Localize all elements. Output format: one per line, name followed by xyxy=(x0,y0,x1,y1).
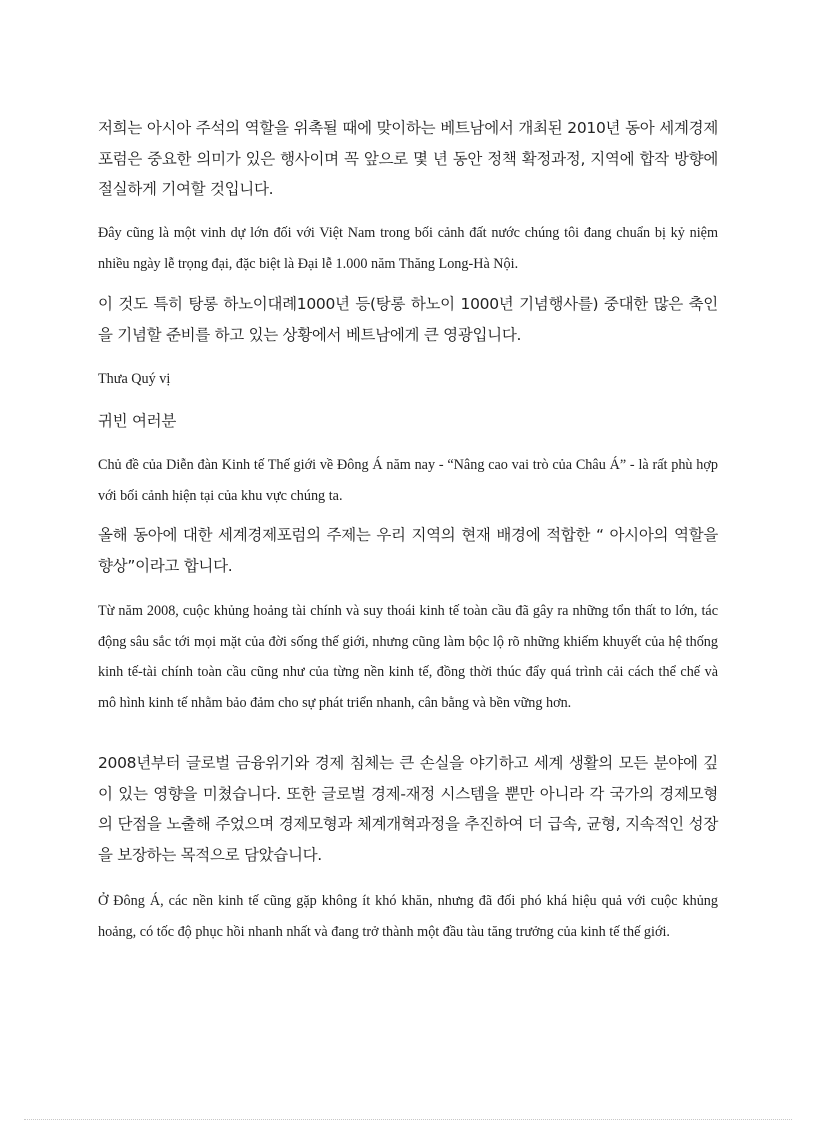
paragraph-korean-3: 올해 동아에 대한 세계경제포럼의 주제는 우리 지역의 현재 배경에 적합한 “ 아시아의 역할을 향상”이라고 합니다. xyxy=(98,526,718,575)
paragraph-korean-1: 저희는 아시아 주석의 역할을 위촉될 때에 맞이하는 베트남에서 개최된 2010년 동아 세계경제포럼은 중요한 의미가 있은 행사이며 꼭 앞으로 몇 년 동안 정책 확정과정, 지역에 합작 방향에 절실하게 기여할 것입니다. xyxy=(98,119,718,198)
page-bottom-divider xyxy=(24,1119,792,1120)
paragraph-vietnamese-3: Từ năm 2008, cuộc khủng hoảng tài chính và suy thoái kinh tế toàn cầu đã gây ra những tổn thất to lớn, tác động sâu sắc tới mọi mặt của đời sống thế giới, nhưng cũng làm bộc lộ rõ những khiếm khuyết của hệ thống kinh tế-tài chính toàn cầu cũng như của từng nền kinh tế, đồng thời thúc đẩy quá trình cải cách thể chế và mô hình kinh tế nhằm bảo đảm cho sự phát triển nhanh, cân bằng và bền vững hơn. xyxy=(98,603,718,711)
salutation-vietnamese: Thưa Quý vị xyxy=(98,371,171,387)
paragraph-korean-4: 2008년부터 글로벌 금융위기와 경제 침체는 큰 손실을 야기하고 세계 생활의 모든 분야에 깊이 있는 영향을 미쳤습니다. 또한 글로벌 경제-재정 시스템을 뿐만 아니라 각 국가의 경제모형의 단점을 노출해 주었으며 경제모형과 체계개혁과정을 추진하여 더 급속, 균형, 지속적인 성장을 보장하는 목적으로 담았습니다. xyxy=(98,754,718,864)
paragraph-vietnamese-1: Đây cũng là một vinh dự lớn đối với Việt Nam trong bối cảnh đất nước chúng tôi đang chuẩn bị kỷ niệm nhiều ngày lễ trọng đại, đặc biệt là Đại lễ 1.000 năm Thăng Long-Hà Nội. xyxy=(98,225,718,272)
salutation-korean: 귀빈 여러분 xyxy=(98,412,176,430)
paragraph-korean-2: 이 것도 특히 탕롱 하노이대례1000년 등(탕롱 하노이 1000년 기념행사를) 중대한 많은 축인을 기념할 준비를 하고 있는 상황에서 베트남에게 큰 영광입니다. xyxy=(98,295,718,344)
paragraph-vietnamese-4: Ở Đông Á, các nền kinh tế cũng gặp không ít khó khăn, nhưng đã đối phó khá hiệu quả với cuộc khủng hoảng, có tốc độ phục hồi nhanh nhất và đang trở thành một đầu tàu tăng trưởng của kinh tế thế giới. xyxy=(98,893,718,940)
paragraph-vietnamese-2: Chủ đề của Diễn đàn Kinh tế Thế giới về Đông Á năm nay - “Nâng cao vai trò của Châu Á” - là rất phù hợp với bối cảnh hiện tại của khu vực chúng ta. xyxy=(98,457,718,504)
